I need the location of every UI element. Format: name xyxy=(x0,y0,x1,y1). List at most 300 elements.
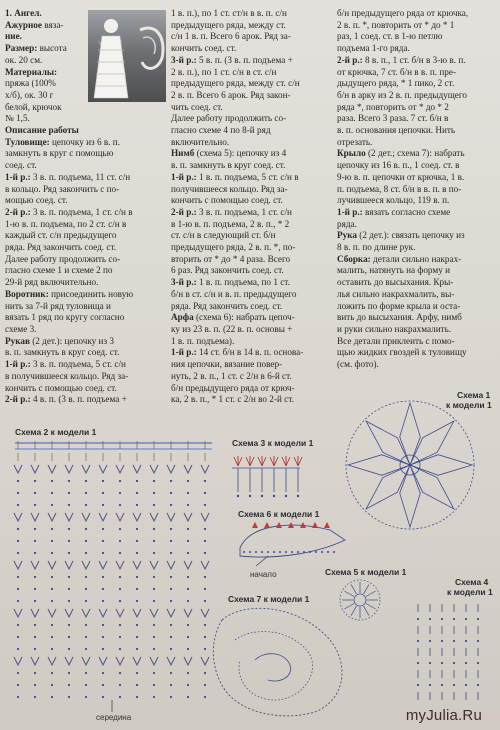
stitch-mark xyxy=(273,551,275,553)
stitch-mark xyxy=(201,561,209,569)
stitch-mark xyxy=(465,618,467,620)
scheme-6-diagram xyxy=(240,522,345,566)
stitch-mark xyxy=(136,552,138,554)
stitch-mark xyxy=(170,528,172,530)
text-line: 1-ю в. п. подъема, по 2 ст. с/н в xyxy=(5,218,127,229)
stitch-mark xyxy=(51,480,53,482)
text-line: б/н в арку из 2 в. п. предыдущего xyxy=(337,89,468,100)
scheme-4-title: Схема 4 xyxy=(455,577,489,587)
stitch-mark xyxy=(68,492,70,494)
stitch-mark xyxy=(170,480,172,482)
stitch-mark xyxy=(51,624,53,626)
stitch-mark xyxy=(477,618,479,620)
stitch-mark xyxy=(429,662,431,664)
stitch-mark xyxy=(102,492,104,494)
stitch-mark xyxy=(201,465,209,473)
stitch-mark xyxy=(417,640,419,642)
stitch-mark xyxy=(99,609,107,617)
stitch-mark xyxy=(465,640,467,642)
scheme-4-subtitle: к модели 1 xyxy=(447,587,493,597)
text-line: цепочку из 16 в. п., 1 соед. ст. в xyxy=(337,160,460,171)
text-line: ряда. xyxy=(337,218,357,229)
stitch-mark xyxy=(410,465,454,509)
text-line: ложить по форме крыла и оста- xyxy=(337,300,461,311)
stitch-mark xyxy=(34,696,36,698)
stitch-mark xyxy=(324,522,330,528)
stitch-mark xyxy=(201,513,209,521)
stitch-mark xyxy=(170,540,172,542)
stitch-mark xyxy=(51,600,53,602)
stitch-mark xyxy=(85,624,87,626)
stitch-mark xyxy=(153,492,155,494)
stitch-mark xyxy=(252,522,258,528)
stitch-mark xyxy=(400,465,421,527)
stitch-mark xyxy=(68,480,70,482)
stitch-mark xyxy=(270,456,278,466)
stitch-mark xyxy=(68,624,70,626)
text-line: 2-й р.: 8 в. п., 1 ст. б/н в 3-ю в. п. xyxy=(337,54,466,65)
stitch-mark xyxy=(119,528,121,530)
stitch-mark xyxy=(303,551,305,553)
text-line: в. п. замкнуть в круг соед. ст. xyxy=(5,347,120,358)
stitch-mark xyxy=(102,480,104,482)
text-line: Описание работы xyxy=(5,125,79,136)
stitch-mark xyxy=(85,540,87,542)
text-line: кончить с помощью соед. ст. xyxy=(171,195,283,206)
stitch-mark xyxy=(136,648,138,650)
stitch-mark xyxy=(85,696,87,698)
stitch-mark xyxy=(82,657,90,665)
stitch-mark xyxy=(136,504,138,506)
stitch-mark xyxy=(34,576,36,578)
stitch-mark xyxy=(119,504,121,506)
stitch-mark xyxy=(204,540,206,542)
text-line: Рукав (2 дет.): цепочку из 3 xyxy=(5,335,114,346)
stitch-mark xyxy=(31,561,39,569)
stitch-mark xyxy=(170,648,172,650)
stitch-mark xyxy=(116,561,124,569)
stitch-mark xyxy=(51,696,53,698)
stitch-mark xyxy=(85,648,87,650)
stitch-mark xyxy=(273,495,275,497)
stitch-mark xyxy=(136,672,138,674)
stitch-mark xyxy=(204,504,206,506)
stitch-mark xyxy=(465,662,467,664)
stitch-mark xyxy=(267,551,269,553)
stitch-mark xyxy=(204,624,206,626)
text-line: 2-й р.: 3 в. п. подъема, 1 ст. с/н в xyxy=(5,206,133,217)
text-line: 1-й р.: вязать согласно схеме xyxy=(337,206,451,217)
stitch-mark xyxy=(51,636,53,638)
text-line: малить, натянуть на форму и xyxy=(337,265,451,276)
stitch-mark xyxy=(187,552,189,554)
stitch-mark xyxy=(201,609,209,617)
text-line: Нимб (схема 5): цепочку из 4 xyxy=(171,148,287,159)
stitch-mark xyxy=(136,684,138,686)
text-line: ка, 2 в. п., * 1 ст. с 2/н во 2-й ст. xyxy=(171,394,294,405)
text-line: Размер: высота xyxy=(5,43,67,54)
text-line: 3-й р.: 1 в. п. подъема, по 1 ст. xyxy=(171,277,290,288)
stitch-mark xyxy=(102,588,104,590)
text-line: Все детали приклеить с помо- xyxy=(337,335,455,346)
stitch-mark xyxy=(136,624,138,626)
stitch-mark xyxy=(170,504,172,506)
text-line: вить до высыхания. Арфу, нимб xyxy=(337,312,462,323)
stitch-mark xyxy=(17,648,19,650)
scheme-5-center-ring xyxy=(354,594,366,606)
stitch-mark xyxy=(68,696,70,698)
stitch-mark xyxy=(187,576,189,578)
stitch-mark xyxy=(48,561,56,569)
text-line: от крючка, 7 ст. б/н в в. п. пре- xyxy=(337,66,457,77)
stitch-mark xyxy=(82,561,90,569)
stitch-mark xyxy=(187,684,189,686)
stitch-mark xyxy=(136,576,138,578)
stitch-mark xyxy=(119,672,121,674)
stitch-mark xyxy=(187,588,189,590)
stitch-mark xyxy=(366,591,376,597)
stitch-mark xyxy=(153,576,155,578)
text-line: пряжа (100% xyxy=(5,78,56,89)
stitch-mark xyxy=(167,609,175,617)
scheme-1-diagram xyxy=(346,401,474,529)
stitch-mark xyxy=(184,657,192,665)
site-watermark: myJulia.Ru xyxy=(405,707,482,724)
text-line: 2 в. п. Всего 6 арок. Ряд закон- xyxy=(171,89,291,100)
text-line: ние. xyxy=(5,31,22,42)
stitch-mark xyxy=(65,513,73,521)
text-line: Воротник: присоединить новую xyxy=(5,288,134,299)
stitch-mark xyxy=(261,495,263,497)
text-line: ряда *, повторить от * до * 2 xyxy=(337,101,449,112)
stitch-mark xyxy=(68,504,70,506)
stitch-mark xyxy=(204,480,206,482)
stitch-mark xyxy=(102,552,104,554)
stitch-mark xyxy=(150,465,158,473)
stitch-mark xyxy=(102,624,104,626)
text-line: 1 в. п.), по 1 ст. ст/н в в. п. с/н xyxy=(171,8,287,18)
stitch-mark xyxy=(34,600,36,602)
stitch-mark xyxy=(102,600,104,602)
text-line: ст. с/н в следующий ст. б/н xyxy=(171,230,276,241)
stitch-mark xyxy=(31,465,39,473)
stitch-mark xyxy=(153,480,155,482)
stitch-mark xyxy=(136,480,138,482)
stitch-mark xyxy=(453,618,455,620)
text-line: Арфа (схема 6): набрать цепоч- xyxy=(171,312,295,323)
text-line: Туловище: цепочку из 6 в. п. xyxy=(5,136,120,147)
text-line: белой, крючок xyxy=(5,101,62,112)
stitch-mark xyxy=(17,672,19,674)
stitch-mark xyxy=(51,684,53,686)
text-line: 29-й ряд включительно. xyxy=(5,277,99,288)
text-line: 1. Ангел. xyxy=(5,8,42,18)
stitch-mark xyxy=(48,513,56,521)
text-line: лучившееся кольцо, 119 в. п. xyxy=(337,195,450,206)
stitch-mark xyxy=(51,552,53,554)
stitch-mark xyxy=(48,657,56,665)
stitch-mark xyxy=(153,552,155,554)
text-line: лья сильно накрахмалить, вы- xyxy=(337,288,455,299)
stitch-mark xyxy=(119,696,121,698)
stitch-mark xyxy=(204,648,206,650)
stitch-mark xyxy=(153,672,155,674)
text-line: 8 в. п. по длине рук. xyxy=(337,242,416,253)
text-line: каждый ст. с/н предыдущего xyxy=(5,230,117,241)
scheme-6-title: Схема 6 к модели 1 xyxy=(238,509,320,519)
stitch-mark xyxy=(17,624,19,626)
text-line: ку из 23 в. п. (22 в. п. основы + xyxy=(171,323,293,334)
stitch-mark xyxy=(17,696,19,698)
stitch-mark xyxy=(136,528,138,530)
stitch-mark xyxy=(187,528,189,530)
stitch-mark xyxy=(119,600,121,602)
stitch-mark xyxy=(344,591,354,597)
stitch-mark xyxy=(204,636,206,638)
text-line: с/н 1 в. п. Всего 6 арок. Ряд за- xyxy=(171,31,291,42)
stitch-mark xyxy=(453,662,455,664)
stitch-mark xyxy=(364,606,370,616)
stitch-mark xyxy=(417,684,419,686)
stitch-mark xyxy=(85,492,87,494)
stitch-mark xyxy=(312,522,318,528)
stitch-mark xyxy=(285,551,287,553)
stitch-mark xyxy=(102,504,104,506)
stitch-mark xyxy=(34,540,36,542)
stitch-mark xyxy=(441,662,443,664)
stitch-mark xyxy=(276,522,282,528)
stitch-mark xyxy=(31,513,39,521)
scheme-7-diagram xyxy=(213,608,342,716)
text-line: в получившееся кольцо. Ряд за- xyxy=(5,370,129,381)
text-line: в. п. основания цепочки. Нить xyxy=(337,125,456,136)
text-line: 3-й р.: 5 в. п. (3 в. п. подъема + xyxy=(171,54,293,65)
stitch-mark xyxy=(150,657,158,665)
stitch-mark xyxy=(255,551,257,553)
stitch-mark xyxy=(184,465,192,473)
stitch-mark xyxy=(51,528,53,530)
stitch-mark xyxy=(187,672,189,674)
text-line: ок. 20 см. xyxy=(5,54,43,65)
text-line: 2 в. п. *, повторить от * до * 1 xyxy=(337,19,455,30)
stitch-mark xyxy=(477,662,479,664)
text-line: щью жидких гвоздей к туловищу xyxy=(337,347,467,358)
stitch-mark xyxy=(85,636,87,638)
text-line: замкнуть в круг с помощью xyxy=(5,148,114,159)
stitch-mark xyxy=(184,561,192,569)
stitch-mark xyxy=(187,624,189,626)
stitch-mark xyxy=(85,684,87,686)
stitch-mark xyxy=(187,540,189,542)
stitch-mark xyxy=(14,513,22,521)
stitch-mark xyxy=(85,600,87,602)
text-line: Ажурное вяза- xyxy=(5,19,64,30)
stitch-mark xyxy=(153,540,155,542)
text-line: 1-й р.: 3 в. п. подъема, 5 ст. с/н xyxy=(5,359,126,370)
stitch-mark xyxy=(17,588,19,590)
stitch-mark xyxy=(102,636,104,638)
stitch-mark xyxy=(85,504,87,506)
stitch-mark xyxy=(366,465,410,509)
stitch-mark xyxy=(85,672,87,674)
stitch-mark xyxy=(34,624,36,626)
stitch-mark xyxy=(261,551,263,553)
stitch-mark xyxy=(65,609,73,617)
stitch-mark xyxy=(102,696,104,698)
text-line: в 1-ю в. п. подъема, 2 в. п., * 2 xyxy=(171,218,290,229)
stitch-mark xyxy=(187,480,189,482)
text-line: Рука (2 дет.): связать цепочку из xyxy=(337,230,465,241)
stitch-mark xyxy=(410,455,472,476)
stitch-mark xyxy=(14,657,22,665)
stitch-mark xyxy=(441,684,443,686)
stitch-mark xyxy=(136,696,138,698)
stitch-mark xyxy=(315,551,317,553)
scheme-4-diagram xyxy=(417,604,479,700)
text-line: в. п. замкнуть в круг соед. ст. xyxy=(171,160,286,171)
stitch-mark xyxy=(119,552,121,554)
text-line: включительно. xyxy=(171,136,230,147)
text-line: 9-ю в. п. цепочки от крючка, 1 в. xyxy=(337,171,465,182)
scheme-5-title: Схема 5 к модели 1 xyxy=(325,567,407,577)
stitch-mark xyxy=(34,648,36,650)
stitch-mark xyxy=(153,600,155,602)
stitch-mark xyxy=(441,640,443,642)
scheme-7-outline xyxy=(213,608,342,716)
stitch-mark xyxy=(153,624,155,626)
stitch-mark xyxy=(351,584,357,594)
stitch-mark xyxy=(119,684,121,686)
stitch-mark xyxy=(51,588,53,590)
stitch-mark xyxy=(136,492,138,494)
stitch-mark xyxy=(153,696,155,698)
stitch-mark xyxy=(204,684,206,686)
stitch-mark xyxy=(309,551,311,553)
stitch-mark xyxy=(170,696,172,698)
stitch-mark xyxy=(204,600,206,602)
stitch-mark xyxy=(99,513,107,521)
text-line: (см. фото). xyxy=(337,359,379,370)
text-line: дыдущего ряда, * 1 пико, 2 ст. xyxy=(337,78,455,89)
stitch-mark xyxy=(99,465,107,473)
text-line: гласно схеме 1 и схеме 2 по xyxy=(5,265,113,276)
stitch-mark xyxy=(282,456,290,466)
stitch-mark xyxy=(14,561,22,569)
scheme-1-title: Схема 1 xyxy=(457,390,491,400)
stitch-mark xyxy=(17,552,19,554)
text-line: 1-й р.: 3 в. п. подъема, 11 ст. с/н xyxy=(5,171,131,182)
stitch-mark xyxy=(204,492,206,494)
stitch-mark xyxy=(417,618,419,620)
stitch-mark xyxy=(153,504,155,506)
stitch-mark xyxy=(417,662,419,664)
stitch-mark xyxy=(234,456,242,466)
stitch-mark xyxy=(51,504,53,506)
stitch-mark xyxy=(333,551,335,553)
scheme-2-diagram xyxy=(14,441,212,712)
stitch-mark xyxy=(65,465,73,473)
stitch-mark xyxy=(116,465,124,473)
stitch-mark xyxy=(204,696,206,698)
stitch-mark xyxy=(184,609,192,617)
stitch-mark xyxy=(294,456,302,466)
text-line: п. подъема, 8 ст. б/н в в. п. в по- xyxy=(337,183,462,194)
stitch-mark xyxy=(167,465,175,473)
stitch-mark xyxy=(297,551,299,553)
stitch-mark xyxy=(429,640,431,642)
text-line: Далее работу продолжить со- xyxy=(171,113,287,124)
stitch-mark xyxy=(82,609,90,617)
stitch-mark xyxy=(246,456,254,466)
stitch-mark xyxy=(34,528,36,530)
stitch-mark xyxy=(366,421,410,465)
stitch-mark xyxy=(465,684,467,686)
text-line: нуть, 2 в. п., 1 ст. с 2/н в 6-й ст. xyxy=(171,370,292,381)
stitch-mark xyxy=(400,403,421,465)
text-line: ряда. Ряд закончить соед. ст. xyxy=(171,300,283,311)
stitch-mark xyxy=(65,561,73,569)
stitch-mark xyxy=(102,540,104,542)
stitch-mark xyxy=(31,657,39,665)
stitch-mark xyxy=(119,576,121,578)
stitch-mark xyxy=(204,576,206,578)
stitch-mark xyxy=(150,609,158,617)
stitch-mark xyxy=(68,588,70,590)
text-line: 1-й р.: 1 в. п. подъема, 5 ст. с/н в xyxy=(171,171,299,182)
text-line: 1 в. п. подъема). xyxy=(171,335,235,346)
text-line: гласно схеме 4 по 8-й ряд xyxy=(171,125,271,136)
scheme-2-title: Схема 2 к модели 1 xyxy=(15,427,97,437)
text-line: предыдущего ряда, между ст. с/н xyxy=(171,78,300,89)
stitch-mark xyxy=(85,576,87,578)
stitch-mark xyxy=(364,584,370,594)
stitch-mark xyxy=(285,495,287,497)
stitch-mark xyxy=(133,561,141,569)
text-line: № 1,5. xyxy=(5,113,30,124)
scheme-5-diagram xyxy=(340,580,380,620)
stitch-mark xyxy=(51,576,53,578)
stitch-mark xyxy=(249,495,251,497)
stitch-mark xyxy=(85,552,87,554)
text-line: 2 в. п.), по 1 ст. с/н в ст. с/н xyxy=(171,66,277,77)
stitch-mark xyxy=(102,576,104,578)
stitch-mark xyxy=(297,495,299,497)
stitch-mark xyxy=(82,465,90,473)
stitch-mark xyxy=(153,528,155,530)
stitch-mark xyxy=(187,696,189,698)
text-line: Далее работу продолжить со- xyxy=(5,253,121,264)
stitch-mark xyxy=(119,588,121,590)
stitch-mark xyxy=(65,657,73,665)
text-line: Крыло (2 дет.; схема 7): набрать xyxy=(337,148,465,159)
text-line: 1-й р.: 14 ст. б/н в 14 в. п. основа- xyxy=(171,347,304,358)
stitch-mark xyxy=(477,684,479,686)
text-line: раза. Всего 3 раза. 7 ст. б/н в xyxy=(337,113,449,124)
stitch-mark xyxy=(102,684,104,686)
scheme-7-title: Схема 7 к модели 1 xyxy=(228,594,310,604)
stitch-mark xyxy=(119,636,121,638)
stitch-mark xyxy=(68,576,70,578)
text-line: Материалы: xyxy=(5,66,58,77)
text-line: оставить до высыхания. Кры- xyxy=(337,277,454,288)
stitch-mark xyxy=(133,513,141,521)
stitch-mark xyxy=(133,465,141,473)
stitch-mark xyxy=(204,672,206,674)
stitch-mark xyxy=(136,636,138,638)
stitch-mark xyxy=(119,648,121,650)
stitch-mark xyxy=(150,513,158,521)
stitch-mark xyxy=(119,480,121,482)
